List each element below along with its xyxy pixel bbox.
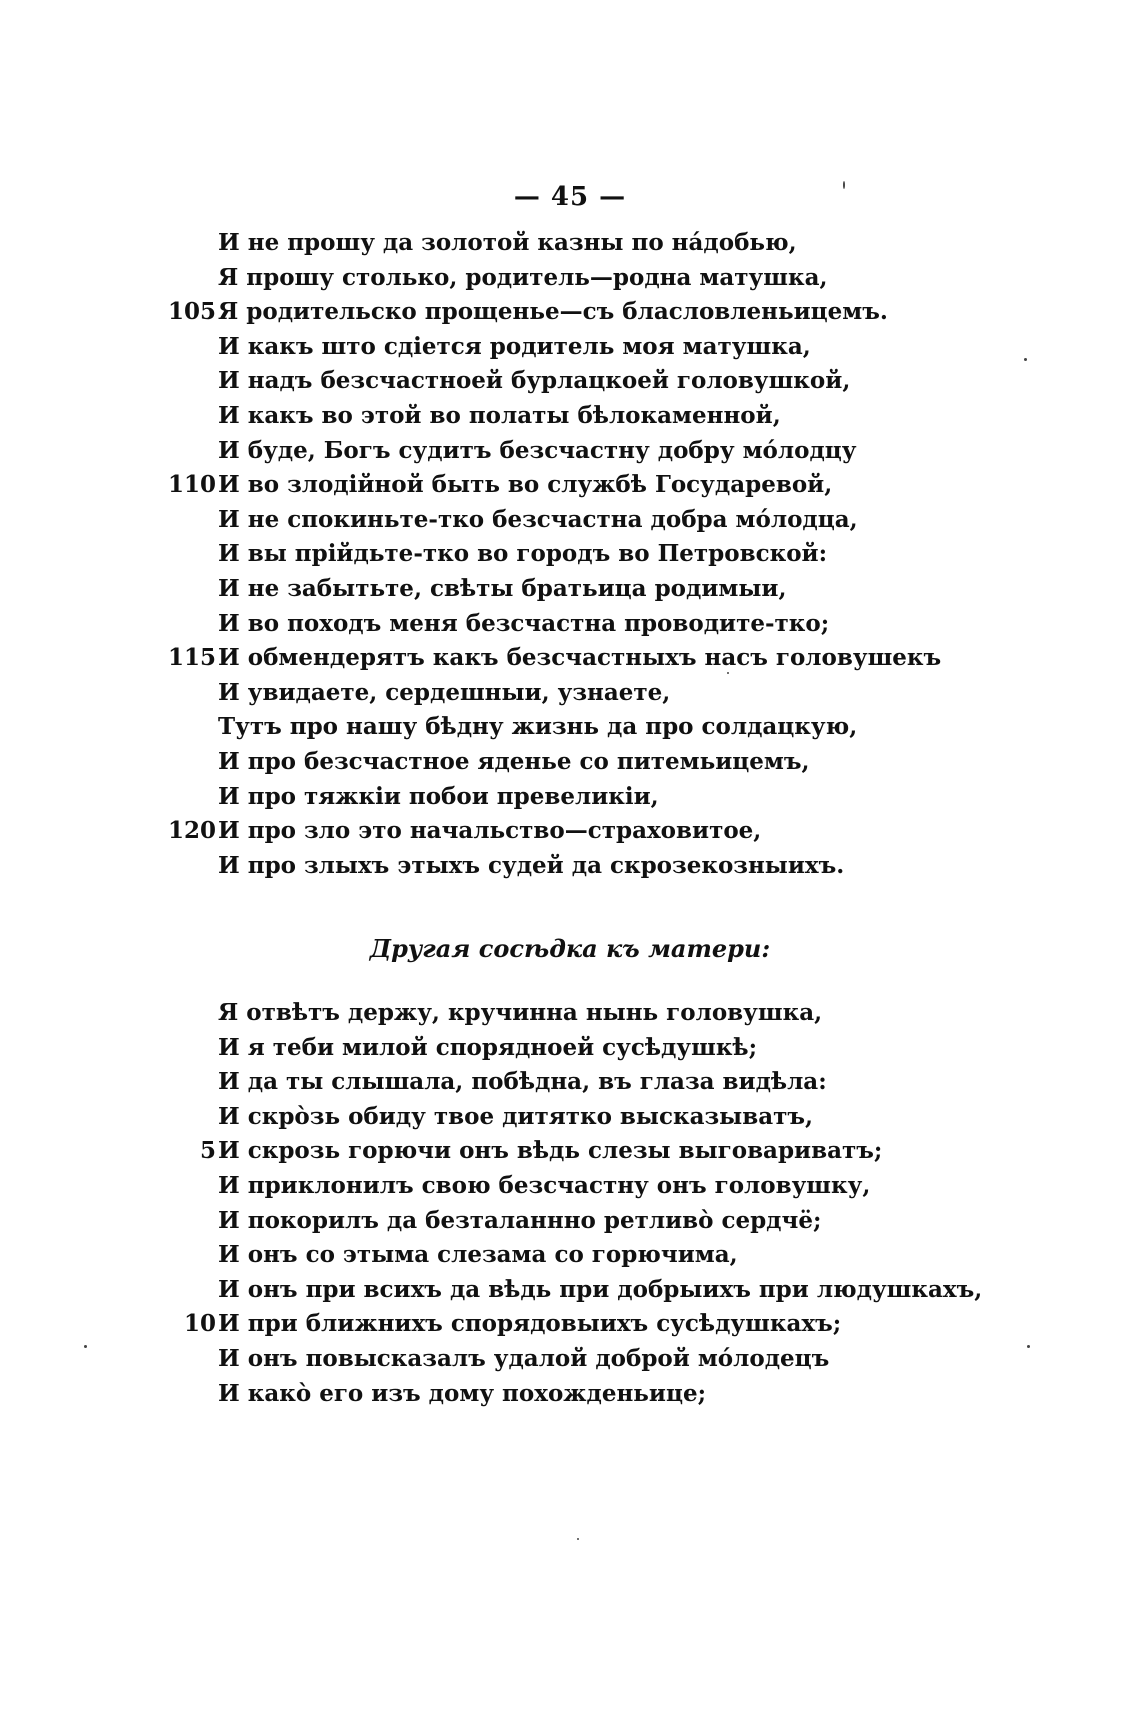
verse-text: И про тяжкіи побои превеликіи, (218, 782, 659, 810)
verse-line (150, 572, 970, 607)
verse-line (150, 814, 970, 849)
verse-text: И во походъ меня безсчастна проводите-тко; (218, 609, 830, 637)
verse-line (150, 261, 970, 296)
verse-line (150, 1342, 970, 1377)
verse-text: И не прошу да золотой казны по на́добью, (218, 229, 797, 256)
verse-text: Тутъ про нашу бѣдну жизнь да про солдацкую, (218, 713, 858, 741)
scan-speck (843, 181, 845, 189)
verse-line (150, 780, 970, 815)
section-title: Другая сосѣдка къ матери: (369, 934, 771, 963)
verse-line (150, 607, 970, 642)
verse-text: Я прошу столько, родитель—родна матушка, (218, 263, 828, 291)
verse-line (150, 745, 970, 780)
verse-text: И я теби милой спорядноей сусѣдушкѣ; (218, 1033, 758, 1061)
verse-text: И скрозь горючи онъ вѣдь слезы выговариватъ; (218, 1137, 883, 1165)
verse-text: И какъ што сдіется родитель моя матушка, (218, 332, 811, 360)
verse-text: И во злодійной быть во службѣ Государевой, (218, 471, 833, 499)
verse-text: И какъ во этой во полаты бѣлокаменной, (218, 401, 781, 429)
verse-line (150, 1238, 970, 1273)
verse-line (150, 849, 970, 884)
verse-line (150, 503, 970, 538)
verse-text: И вы прійдьте-тко во городъ во Петровской: (218, 540, 828, 568)
verse-line (150, 1307, 970, 1342)
verse-line (150, 434, 970, 469)
verse-text: И покорилъ да безталаннно ретливо̀ сердчё; (218, 1206, 822, 1234)
scan-speck (727, 672, 729, 674)
stanza-2 (150, 996, 983, 1411)
scan-speck (577, 1538, 579, 1540)
verse-text: И про зло это начальство—страховитое, (218, 817, 762, 845)
verse-line (150, 1169, 970, 1204)
verse-text: И не спокиньте-тко безсчастна добра мо́лодца, (218, 505, 858, 533)
verse-text: И скро̀зь обиду твое дитятко высказыватъ, (218, 1102, 814, 1130)
verse-line (150, 1273, 983, 1308)
verse-text: И не забытьте, свѣты братьица родимыи, (218, 574, 787, 602)
stanza-1 (150, 226, 970, 883)
verse-line (150, 1134, 970, 1169)
verse-line (150, 330, 970, 365)
verse-text: И про безсчастное яденье со питемьицемъ, (218, 747, 810, 775)
verse-line (150, 1100, 970, 1135)
line-number: 115 (167, 644, 216, 672)
verse-text: Я родительско прощенье—съ бласловленьицемъ. (218, 298, 888, 326)
line-number: 5 (199, 1137, 216, 1165)
verse-line (150, 1377, 970, 1412)
page-number: — 45 — (513, 182, 627, 212)
verse-text: И при ближнихъ спорядовыихъ сусѣдушкахъ; (218, 1310, 842, 1338)
scan-speck (84, 1345, 87, 1348)
verse-line (150, 537, 970, 572)
verse-line (150, 1204, 970, 1239)
verse-line (150, 364, 970, 399)
verse-line (150, 996, 970, 1031)
verse-text: Я отвѣтъ держу, кручинна нынь головушка, (218, 999, 823, 1026)
verse-line (150, 295, 970, 330)
verse-text: И онъ при всихъ да вѣдь при добрыихъ при людушкахъ, (218, 1275, 983, 1303)
verse-text: И приклонилъ свою безсчастну онъ головушку, (218, 1171, 871, 1199)
verse-text: И обмендерятъ какъ безсчастныхъ насъ головушекъ (218, 644, 942, 672)
verse-text: И про злыхъ этыхъ судей да скрозекозныихъ. (218, 851, 845, 879)
verse-line (150, 1065, 970, 1100)
verse-text: И како̀ его изъ дому похожденьице; (218, 1379, 707, 1407)
verse-line (150, 399, 970, 434)
verse-line (150, 226, 970, 261)
line-number: 110 (167, 471, 216, 499)
line-number: 105 (167, 298, 216, 326)
verse-text: И надъ безсчастноей бурлацкоей головушкой, (218, 367, 851, 395)
verse-line (150, 468, 970, 503)
verse-line (150, 1031, 970, 1066)
verse-text: И увидаете, сердешныи, узнаете, (218, 678, 671, 706)
verse-text: И буде, Богъ судитъ безсчастну добру мо́лодцу (218, 436, 857, 464)
verse-text: И да ты слышала, побѣдна, въ глаза видѣла: (218, 1068, 827, 1096)
verse-text: И онъ со этыма слезама со горючима, (218, 1241, 738, 1269)
verse-line (150, 641, 970, 676)
scan-speck (1024, 358, 1027, 361)
line-number: 10 (183, 1310, 216, 1338)
verse-line (150, 676, 970, 711)
line-number: 120 (167, 817, 216, 845)
verse-text: И онъ повысказалъ удалой доброй мо́лодецъ (218, 1344, 830, 1372)
scan-speck (1027, 1345, 1030, 1348)
verse-line (150, 710, 970, 745)
